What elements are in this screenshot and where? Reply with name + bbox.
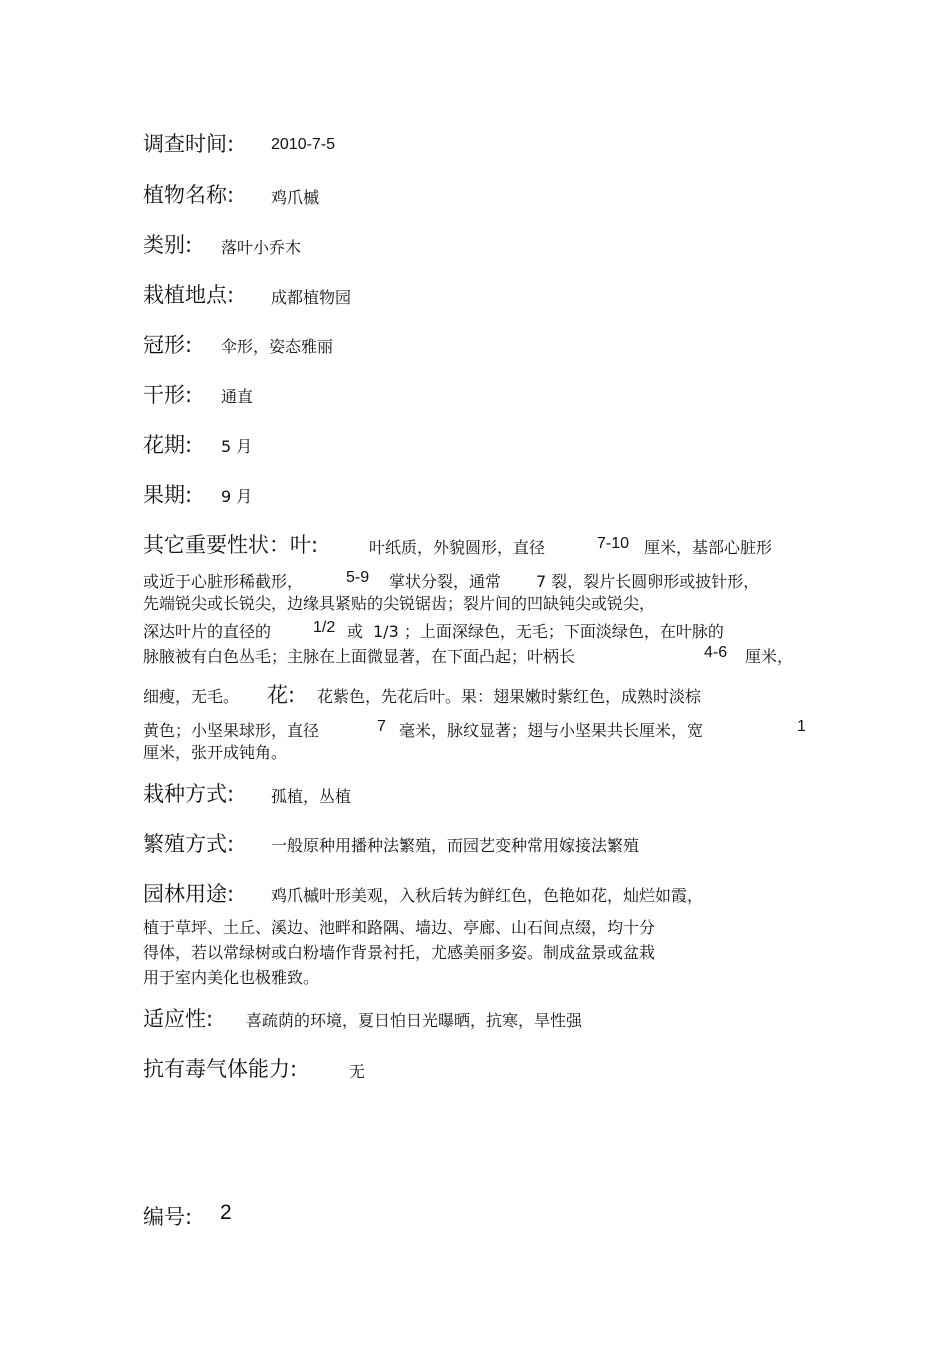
fruiting-label: 果期: [143, 483, 193, 507]
traits-line6-c: 花紫色，先花后叶。果：翅果嫩时紫红色，成熟时淡棕 [317, 687, 702, 706]
traits-line5-b: 4-6 [704, 644, 728, 661]
adaptability-row [143, 1003, 213, 1033]
propagation-label: 繁殖方式: [143, 832, 235, 856]
category-label: 类别: [143, 233, 193, 257]
number-row [143, 1201, 192, 1231]
adaptability-value: 喜疏荫的环境，夏日怕日光曝晒，抗寒，旱性强 [246, 1011, 583, 1030]
flowering-value: 5 月 [221, 437, 253, 456]
toxic-gas-value: 无 [349, 1062, 366, 1081]
toxic-gas-label: 抗有毒气体能力: [143, 1057, 298, 1081]
traits-line1-c: 厘米，基部心脏形 [644, 538, 773, 557]
traits-line2-d: 7 裂，裂片长圆卵形或披针形， [536, 572, 760, 591]
traits-line4-a: 深达叶片的直径的 [143, 622, 272, 641]
toxic-gas-row [143, 1053, 297, 1083]
crown-shape-row [143, 329, 192, 359]
traits-line8: 厘米，张开成钝角。 [143, 743, 288, 762]
number-label: 编号: [143, 1205, 193, 1229]
survey-time-value: 2010-7-5 [271, 136, 336, 153]
category-value: 落叶小乔木 [221, 238, 302, 257]
propagation-row [143, 828, 234, 858]
traits-line7-c: 毫米，脉纹显著；翅与小坚果共长厘米，宽 [399, 721, 704, 740]
landscape-use-line4: 用于室内美化也极雅致。 [143, 968, 320, 987]
planting-method-label: 栽种方式: [143, 782, 235, 806]
crown-shape-label: 冠形: [143, 333, 193, 357]
traits-line2-b: 5-9 [346, 569, 370, 586]
traits-line5-c: 厘米， [745, 647, 794, 666]
location-value: 成都植物园 [271, 288, 352, 307]
traits-line7-a: 黄色；小坚果球形，直径 [143, 721, 320, 740]
landscape-use-line2: 植于草坪、土丘、溪边、池畔和路隅、墙边、亭廊、山石间点缀，均十分 [143, 918, 656, 937]
traits-label: 其它重要性状：叶: [143, 533, 319, 557]
plant-name-row [143, 179, 234, 209]
adaptability-label: 适应性: [143, 1007, 214, 1031]
location-label: 栽植地点: [143, 283, 235, 307]
plant-name-value: 鸡爪槭 [271, 188, 320, 207]
survey-time-label: 调查时间: [143, 132, 235, 156]
fruiting-value: 9 月 [221, 487, 253, 506]
traits-line2-c: 掌状分裂，通常 [389, 572, 502, 591]
trunk-shape-value: 通直 [221, 387, 254, 406]
fruiting-row [143, 479, 192, 509]
planting-method-row [143, 778, 234, 808]
propagation-value: 一般原种用播种法繁殖，而园艺变种常用嫁接法繁殖 [271, 836, 640, 855]
flowering-row [143, 429, 192, 459]
traits-line6-a: 细瘦，无毛。 [143, 687, 240, 706]
category-row [143, 229, 192, 259]
traits-line1-a: 叶纸质，外貌圆形，直径 [369, 538, 546, 557]
traits-line3: 先端锐尖或长锐尖，边缘具紧贴的尖锐锯齿；裂片间的凹缺钝尖或锐尖， [143, 594, 656, 613]
flowering-label: 花期: [143, 433, 193, 457]
traits-row [143, 529, 318, 559]
traits-line5-a: 脉腋被有白色丛毛；主脉在上面微显著，在下面凸起；叶柄长 [143, 647, 576, 666]
traits-line1-b: 7-10 [597, 535, 630, 552]
survey-time-row [143, 128, 234, 158]
traits-line7-d: 1 [797, 718, 806, 735]
trunk-shape-row [143, 379, 192, 409]
landscape-use-row [143, 878, 234, 908]
planting-method-value: 孤植，丛植 [271, 787, 352, 806]
location-row [143, 279, 234, 309]
crown-shape-value: 伞形，姿态雅丽 [221, 337, 334, 356]
landscape-use-line1: 鸡爪槭叶形美观，入秋后转为鲜红色，色艳如花，灿烂如霞， [271, 886, 704, 905]
number-value: 2 [220, 1201, 232, 1224]
traits-line4-c: 或 [347, 622, 364, 641]
traits-line4-d: 1/3 ；上面深绿色，无毛；下面淡绿色，在叶脉的 [373, 622, 724, 641]
traits-flower-label: 花: [267, 683, 296, 707]
trunk-shape-label: 干形: [143, 383, 193, 407]
landscape-use-label: 园林用途: [143, 882, 235, 906]
traits-line4-b: 1/2 [313, 619, 336, 636]
traits-line2-a: 或近于心脏形稀截形， [143, 572, 304, 591]
plant-name-label: 植物名称: [143, 183, 235, 207]
traits-line7-b: 7 [377, 718, 386, 735]
landscape-use-line3: 得体，若以常绿树或白粉墙作背景衬托，尤感美丽多姿。制成盆景或盆栽 [143, 943, 656, 962]
